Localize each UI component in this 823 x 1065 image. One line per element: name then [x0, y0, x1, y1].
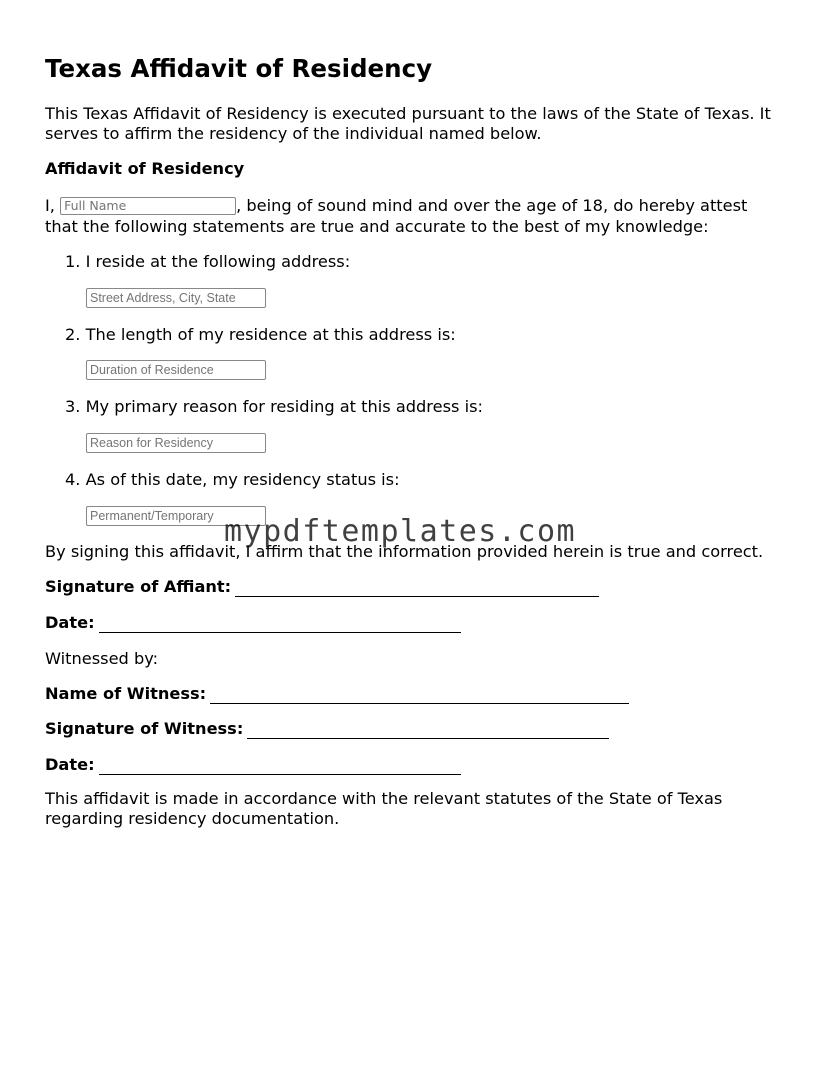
witness-signature-line[interactable]	[247, 721, 609, 739]
status-input[interactable]	[86, 506, 266, 526]
item-3-label: 3. My primary reason for residing at this address is:	[65, 397, 483, 416]
date-label-2: Date:	[45, 755, 95, 774]
witness-signature-label: Signature of Witness:	[45, 719, 244, 738]
witness-name-row	[45, 684, 629, 704]
date-row-2	[45, 755, 461, 775]
date-label-1: Date:	[45, 613, 95, 632]
item-2-label: 2. The length of my residence at this address is:	[65, 325, 456, 344]
duration-input[interactable]	[86, 360, 266, 380]
date-row-1	[45, 613, 461, 633]
affiant-signature-line[interactable]	[235, 579, 599, 597]
intro-paragraph: This Texas Affidavit of Residency is executed pursuant to the laws of the State of Texas. It serves to affirm the residency of the individual named below.	[45, 104, 771, 143]
date-line-1[interactable]	[99, 615, 461, 633]
affiant-signature-label: Signature of Affiant:	[45, 577, 232, 596]
full-name-input[interactable]	[60, 197, 236, 215]
witness-name-label: Name of Witness:	[45, 684, 207, 703]
watermark-text: mypdftemplates.com	[224, 514, 577, 549]
attest-suffix: , being of sound mind and over the age of 18, do hereby attest that the following statements are true and accurate to the best of my knowledge:	[45, 196, 748, 236]
section-heading: Affidavit of Residency	[45, 159, 245, 178]
affiant-signature-row	[45, 577, 599, 597]
witness-signature-row	[45, 719, 609, 739]
item-1-label: 1. I reside at the following address:	[65, 252, 351, 271]
date-line-2[interactable]	[99, 757, 461, 775]
reason-input[interactable]	[86, 433, 266, 453]
affirm-statement: By signing this affidavit, I affirm that the information provided herein is true and correct.	[45, 542, 764, 561]
closing-paragraph: This affidavit is made in accordance with the relevant statutes of the State of Texas regarding residency documentation.	[45, 789, 723, 828]
document-title: Texas Affidavit of Residency	[45, 54, 433, 83]
witness-name-line[interactable]	[210, 686, 629, 704]
attest-prefix: I,	[45, 196, 55, 215]
attestation-paragraph	[45, 195, 785, 237]
address-input[interactable]	[86, 288, 266, 308]
item-4-label: 4. As of this date, my residency status is:	[65, 470, 400, 489]
witnessed-by: Witnessed by:	[45, 649, 159, 668]
